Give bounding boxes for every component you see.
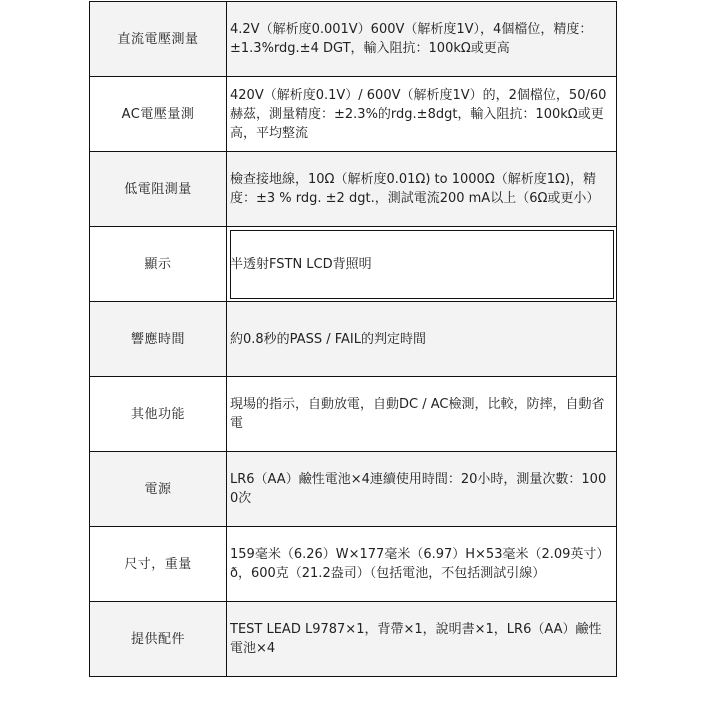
spec-row-other-functions bbox=[90, 377, 617, 452]
spec-label: 直流電壓測量 bbox=[90, 2, 227, 77]
spec-row-display bbox=[90, 227, 617, 302]
spec-value: 現場的指示，自動放電，自動DC / AC檢測，比較，防摔，自動省電 bbox=[227, 377, 617, 452]
spec-value: 約0.8秒的PASS / FAIL的判定時間 bbox=[227, 302, 617, 377]
spec-label: 低電阻測量 bbox=[90, 152, 227, 227]
spec-table bbox=[89, 1, 617, 677]
spec-label: 電源 bbox=[90, 452, 227, 527]
spec-label: 其他功能 bbox=[90, 377, 227, 452]
spec-label: AC電壓量測 bbox=[90, 77, 227, 152]
spec-label: 響應時間 bbox=[90, 302, 227, 377]
spec-value: 檢查接地線，10Ω（解析度0.01Ω) to 1000Ω（解析度1Ω)，精度：±3 % rdg. ±2 dgt.，測試電流200 mA以上（6Ω或更小） bbox=[227, 152, 617, 227]
spec-value: TEST LEAD L9787×1，背帶×1，說明書×1，LR6（AA）鹼性電池×4 bbox=[227, 602, 617, 677]
spec-row-accessories bbox=[90, 602, 617, 677]
spec-label: 尺寸，重量 bbox=[90, 527, 227, 602]
spec-row-low-resistance bbox=[90, 152, 617, 227]
spec-row-response-time bbox=[90, 302, 617, 377]
spec-value: 4.2V（解析度0.001V）600V（解析度1V），4個檔位，精度：±1.3%rdg.±4 DGT，輸入阻抗：100kΩ或更高 bbox=[227, 2, 617, 77]
spec-label: 提供配件 bbox=[90, 602, 227, 677]
spec-value: 420V（解析度0.1V）/ 600V（解析度1V）的，2個檔位，50/60赫茲，測量精度：±2.3%的rdg.±8dgt，輸入阻抗：100kΩ或更高，平均整流 bbox=[227, 77, 617, 152]
spec-value: LR6（AA）鹼性電池×4連續使用時間：20小時，測量次數：1000次 bbox=[227, 452, 617, 527]
spec-row-dc-voltage bbox=[90, 2, 617, 77]
spec-label: 顯示 bbox=[90, 227, 227, 302]
spec-value-selected-cell[interactable]: 半透射FSTN LCD背照明 bbox=[227, 227, 617, 302]
spec-row-power bbox=[90, 452, 617, 527]
spec-row-ac-voltage bbox=[90, 77, 617, 152]
spec-value: 159毫米（6.26）W×177毫米（6.97）H×53毫米（2.09英寸）ð，600克（21.2盎司）（包括電池，不包括測試引線） bbox=[227, 527, 617, 602]
spec-row-dimensions-weight bbox=[90, 527, 617, 602]
